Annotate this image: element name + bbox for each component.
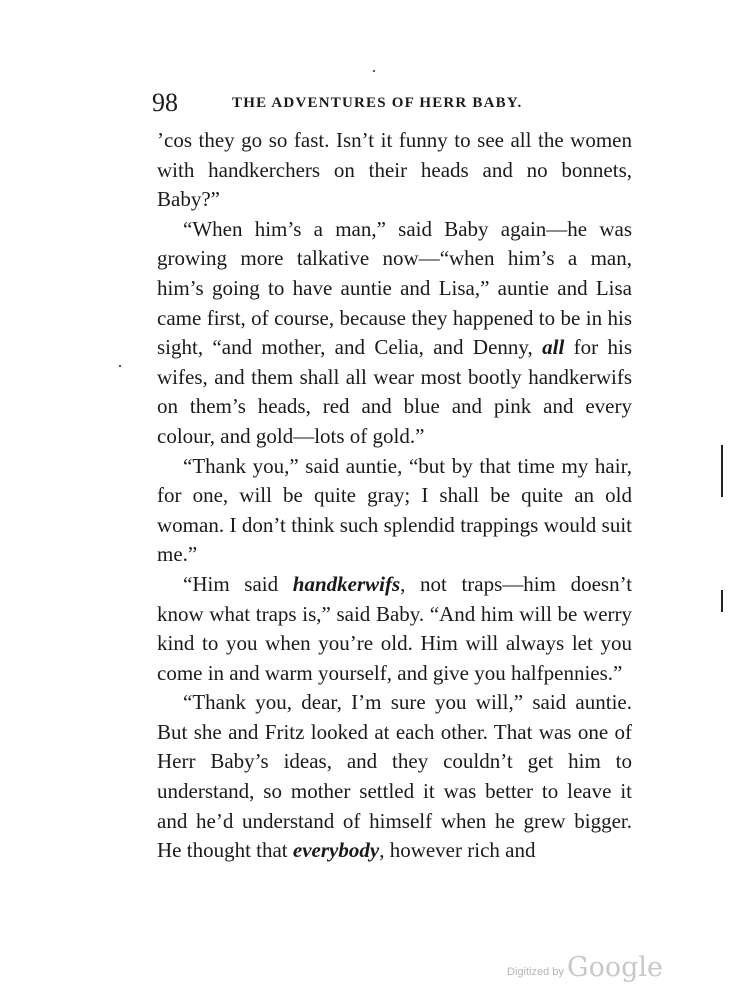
paragraph-5-text: “Thank you, dear, I’m sure you will,” said auntie. But she and Fritz looked at each other. That was one of Herr Baby’s ideas, and they couldn’t get him to understand, so mother settled it was better to leave it and he’d understand of himself when he grew bigger. He thought that xyxy=(157,690,632,863)
page-header xyxy=(152,88,632,118)
watermark-prefix: Digitized by xyxy=(507,966,564,978)
paragraph-5-tail: , however rich and xyxy=(379,838,536,863)
body-text xyxy=(157,126,632,866)
paragraph-4-lead: “Him said xyxy=(183,571,279,596)
scan-margin-line-2 xyxy=(721,590,723,612)
digitized-watermark xyxy=(507,952,667,986)
scan-speck-top xyxy=(373,70,375,72)
emphasis-all: all xyxy=(542,335,565,360)
paragraph-2-text: “When him’s a man,” said Baby again—he was growing more talkative now—“when him’s a man, him’s going to have auntie and Lisa,” auntie and Lisa came first, of course, because they happened to be in his sight, “and mother, and Celia, and Denny, xyxy=(157,216,632,360)
paragraph-5 xyxy=(157,688,632,866)
page-number: 98 xyxy=(152,88,178,117)
paragraph-2-tail: for his wifes, and them shall all wear most bootly handkerwifs on them’s heads, red and blue and pink and every colour, and gold—lots of gold.” xyxy=(157,335,633,448)
scan-margin-line-1 xyxy=(721,445,723,497)
paragraph-4-tail: , not traps—him doesn’t know what traps is,” said Baby. “And him will be werry kind to you when you’re old. Him will always let you come in and warm yourself, and give you halfpennies.” xyxy=(157,571,633,685)
running-head: THE ADVENTURES OF HERR BABY. xyxy=(232,95,523,111)
emphasis-handkerwifs: handkerwifs xyxy=(292,571,401,596)
paragraph-4 xyxy=(157,570,632,688)
emphasis-everybody: everybody xyxy=(292,838,380,863)
paragraph-1: ’cos they go so fast. Isn’t it funny to see all the women with handkerchers on their heads and no bonnets, Baby?” xyxy=(157,128,632,212)
google-logo: Google xyxy=(567,952,663,983)
paragraph-3: “Thank you,” said auntie, “but by that time my hair, for one, will be quite gray; I shall be quite an old woman. I don’t think such splendid trappings would suit me.” xyxy=(157,453,632,567)
paragraph-2 xyxy=(157,215,632,452)
scan-speck-margin xyxy=(119,365,121,367)
